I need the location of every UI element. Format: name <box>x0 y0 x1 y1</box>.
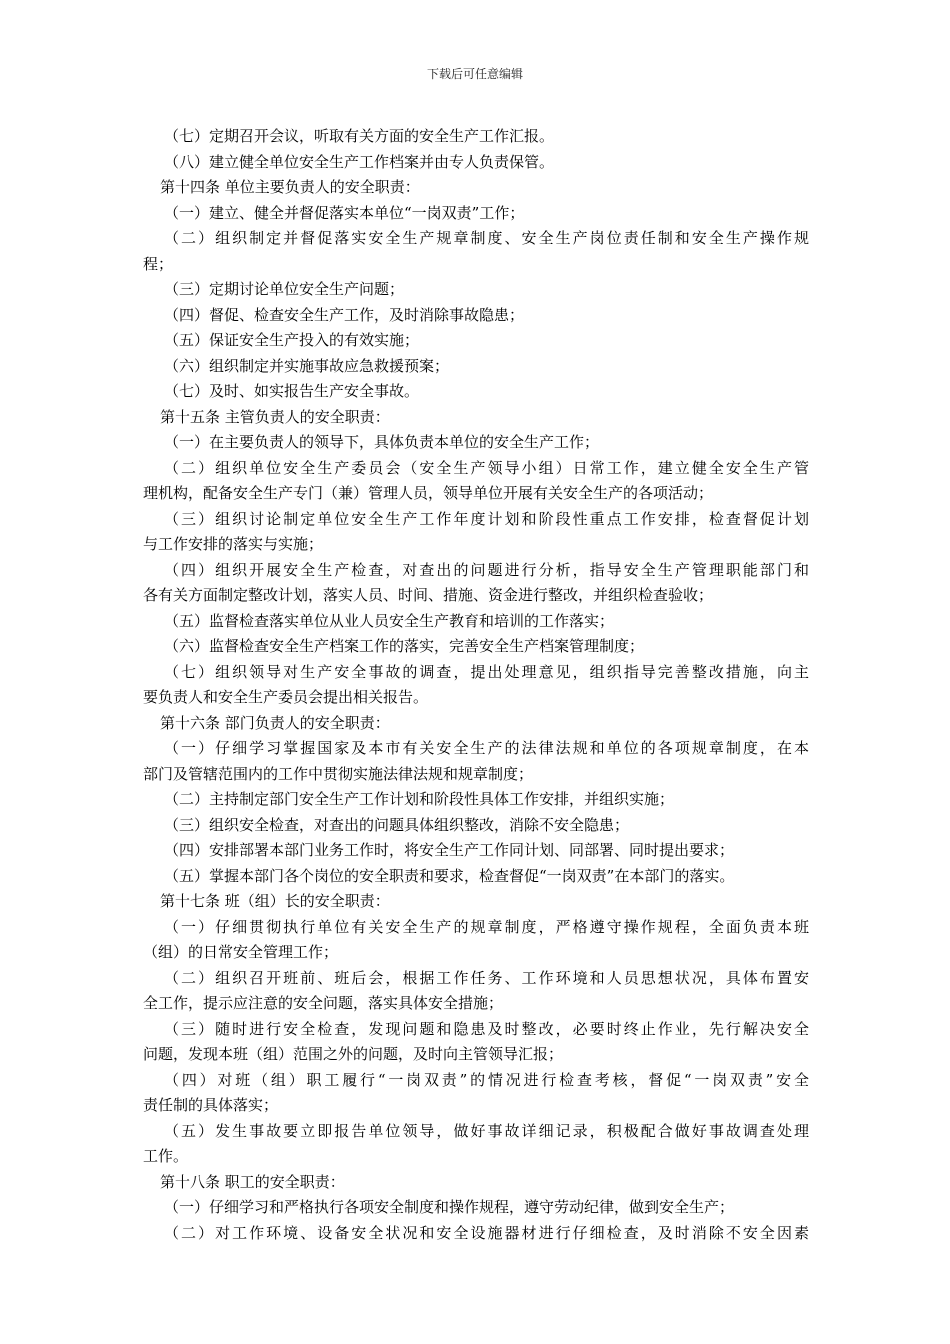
article-heading: 第十四条 单位主要负责人的安全职责： <box>160 178 420 196</box>
article-heading: 第十八条 职工的安全职责： <box>160 1172 345 1191</box>
article-heading: 第十六条 部门负责人的安全职责： <box>160 713 390 732</box>
paragraph-line: （五）掌握本部门各个岗位的安全职责和要求，检查督促“一岗双责”在本部门的落实。 <box>164 866 735 885</box>
paragraph-line: （一）在主要负责人的领导下，具体负责本单位的安全生产工作； <box>164 433 600 451</box>
paragraph-line: （四）对班（组）职工履行“一岗双责”的情况进行检查考核，督促“一岗双责”安全 <box>164 1070 809 1089</box>
paragraph-line: （七）组织领导对生产安全事故的调查，提出处理意见，组织指导完善整改措施，向主 <box>164 662 809 681</box>
paragraph-line: （四）督促、检查安全生产工作，及时消除事故隐患； <box>164 305 525 324</box>
paragraph-continuation: 责任制的具体落实； <box>143 1096 279 1114</box>
paragraph-continuation: 要负责人和安全生产委员会提出相关报告。 <box>143 688 429 706</box>
article-heading: 第十七条 班（组）长的安全职责： <box>160 892 390 910</box>
paragraph-line: （七）定期召开会议，听取有关方面的安全生产工作汇报。 <box>164 127 555 145</box>
paragraph-line: （二）组织单位安全生产委员会（安全生产领导小组）日常工作，建立健全安全生产管 <box>164 458 809 477</box>
paragraph-line: （一）仔细学习掌握国家及本市有关安全生产的法律法规和单位的各项规章制度，在本 <box>164 739 809 757</box>
paragraph-line: （七）及时、如实报告生产安全事故。 <box>164 382 420 400</box>
document-body <box>143 124 809 1246</box>
paragraph-continuation: 工作。 <box>143 1147 189 1165</box>
paragraph-line: （五）保证安全生产投入的有效实施； <box>164 331 420 349</box>
paragraph-line: （二）对工作环境、设备安全状况和安全设施器材进行仔细检查，及时消除不安全因素 <box>164 1223 809 1242</box>
paragraph-continuation: 与工作安排的落实与实施； <box>143 535 324 553</box>
paragraph-line: （二）组织制定并督促落实安全生产规章制度、安全生产岗位责任制和安全生产操作规 <box>164 229 809 247</box>
paragraph-line: （一）仔细学习和严格执行各项安全制度和操作规程，遵守劳动纪律，做到安全生产； <box>164 1198 735 1216</box>
paragraph-line: （一）仔细贯彻执行单位有关安全生产的规章制度，严格遵守操作规程，全面负责本班 <box>164 917 809 936</box>
paragraph-line: （三）随时进行安全检查，发现问题和隐患及时整改，必要时终止作业，先行解决安全 <box>164 1019 809 1038</box>
paragraph-line: （五）监督检查落实单位从业人员安全生产教育和培训的工作落实； <box>164 611 615 630</box>
paragraph-line: （二）主持制定部门安全生产工作计划和阶段性具体工作安排，并组织实施； <box>164 790 675 808</box>
paragraph-line: （六）监督检查安全生产档案工作的落实，完善安全生产档案管理制度； <box>164 637 645 655</box>
paragraph-line: （三）组织安全检查，对查出的问题具体组织整改，消除不安全隐患； <box>164 815 630 834</box>
paragraph-line: （八）建立健全单位安全生产工作档案并由专人负责保管。 <box>164 152 555 171</box>
paragraph-continuation: 理机构，配备安全生产专门（兼）管理人员，领导单位开展有关安全生产的各项活动； <box>143 484 714 502</box>
page-header: 下载后可任意编辑 <box>426 67 523 81</box>
article-heading: 第十五条 主管负责人的安全职责： <box>160 407 390 426</box>
paragraph-continuation: 全工作，提示应注意的安全问题，落实具体安全措施； <box>143 994 504 1012</box>
paragraph-line: （五）发生事故要立即报告单位领导，做好事故详细记录，积极配合做好事故调查处理 <box>164 1121 809 1140</box>
paragraph-line: （三）定期讨论单位安全生产问题； <box>164 280 405 298</box>
paragraph-continuation: 部门及管辖范围内的工作中贯彻实施法律法规和规章制度； <box>143 764 534 783</box>
paragraph-line: （四）组织开展安全生产检查，对查出的问题进行分析，指导安全生产管理职能部门和 <box>164 560 809 579</box>
paragraph-continuation: 程； <box>143 254 174 273</box>
paragraph-continuation: （组）的日常安全管理工作； <box>143 943 339 961</box>
paragraph-line: （四）安排部署本部门业务工作时，将安全生产工作同计划、同部署、同时提出要求； <box>164 841 735 859</box>
paragraph-continuation: 各有关方面制定整改计划，落实人员、时间、措施、资金进行整改，并组织检查验收； <box>143 586 714 604</box>
paragraph-line: （一）建立、健全并督促落实本单位“一岗双责”工作； <box>164 203 525 222</box>
paragraph-line: （六）组织制定并实施事故应急救援预案； <box>164 356 450 375</box>
paragraph-line: （三）组织讨论制定单位安全生产工作年度计划和阶段性重点工作安排，检查督促计划 <box>164 509 809 528</box>
paragraph-line: （二）组织召开班前、班后会，根据工作任务、工作环境和人员思想状况，具体布置安 <box>164 968 809 987</box>
paragraph-continuation: 问题，发现本班（组）范围之外的问题，及时向主管领导汇报； <box>143 1045 564 1063</box>
